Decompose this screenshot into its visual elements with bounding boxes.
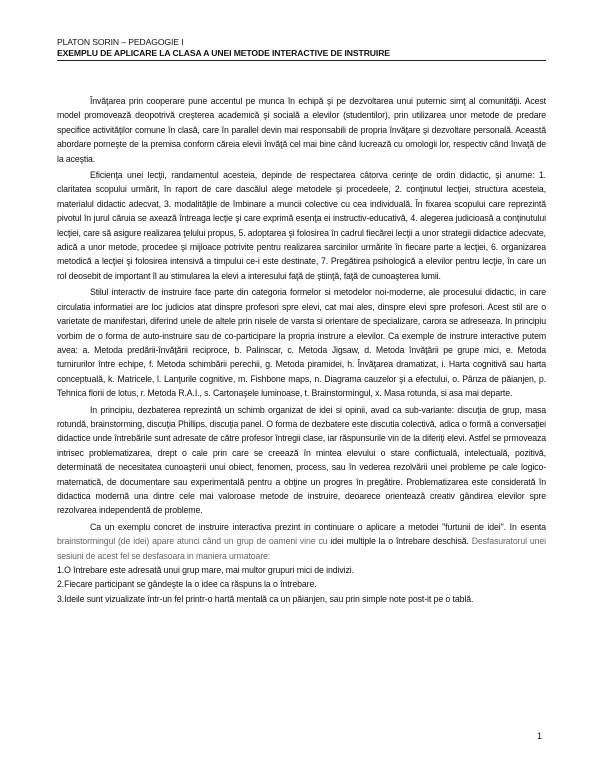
list-item-3: 3.Ideile sunt vizualizate într-un fel printr-o hartă mentală ca un păianjen, sau prin simple note post-it pe o tablă.	[57, 593, 474, 604]
brainstorming-intro: Ca un exemplu concret de instruire interactiva prezint in continuare o aplicare a metodei "furtunii de idei". In esenta	[90, 521, 546, 532]
list-item-1: 1.O întrebare este adresată unui grup mare, mai multor grupuri mici de indivizi.	[57, 565, 354, 575]
paragraph-cooperative-learning: Învăţarea prin cooperare pune accentul pe munca în echipă şi pe dezvoltarea unui puternic simţ al comunităţii. Acest model promovează deopotrivă creşterea academică şi socială a elevilor (studentilor), prin utilizarea unor metode de predare specifice activităţilor comune în clasă, care în parallel devin mai responsabili de propria învăţare şi dezvoltare personală. Această abordare porneşte de la premisa conform căreia elevii învăţă cel mai bine când lucrează cu omologii lor, respectiv când învaţă de la aceştia.	[57, 96, 546, 164]
page-header	[57, 37, 557, 59]
paragraph-interactive-style: Stilul interactiv de instruire face parte din categoria formelor si metodelor noi-moderne, ale procesului didactic, in care circulatia informatiei are loc judicios atat dinspre profesori spre elevi, cat mai ales, dinspre elevi spre profesori. Acest stil are o varietate de manifestari, diferind unele de altele prin nisele de varsta si orientare de specializare, carora se adreseaza. In principiu vorbim de o forma de auto-instruire sau de co-participare la propria instrure a elevilor. Ca exemple de instrure interactive putem avea: a. Metoda predării-învăţării reciproce, b. Palinscar, c. Metoda Jigsaw, d. Metoda învăţării pe grupe mici, e. Metoda turnirurilor între echipe, f. Metoda schimbării perechii, g. Metoda piramidei, h. Învăţarea dramatizat, i. Harta cognitivă sau harta conceptuală, k. Matricele, l. Lanţurile cognitive, m. Fishbone maps, n. Diagrama cauzelor şi a efectului, o. Pânza de păianjen, p. Tehnica florii de lotus, r. Metoda R.A.I., s. Cartonaşele luminoase, t. Brainstormingul, x. Masa rotunda, si asa mai departe.	[57, 287, 546, 399]
author-line: PLATON SORIN – PEDAGOGIE I	[57, 37, 184, 47]
brainstorming-question: idei multiple la o întrebare deschisă.	[330, 536, 472, 547]
paragraph-lesson-efficiency: Eficienţa unei lecţii, randamentul acesteia, depinde de respectarea câtorva cerinţe de ordin didactic, şi anume: 1. claritatea scopului urmărit, în raport de care dascălul alege metodele şi procedeele, 2. conţinutul lecţiei, structura acesteia, materialul didactic adecvat, 3. modalităţile de îmbinare a muncii colective cu cea individuală. În fixarea scopului care reprezintă pivotul în jurul căruia se axează întreaga lecţie şi care exprimă esenţa ei instructiv-educativă, 4. alegerea judicioasă a conţinutului lecţiei, care să asigure realizarea ţelului propus, 5. adoptarea şi folosirea în cadrul fiecărei lecţii a unor strategii didactice adecvate, adică a unor metode, procedee şi mijloace potrivite pentru realizarea sarcinilor urmărite în fiecare parte a lecţiei, 6. organizarea metodică a lecţiei şi folosirea intensivă a timpului ce-i este destinate, 7. Pregătirea psihologică a elevilor pentru lecţie, în care un rol deosebit de important îl au stimularea la elevi a interesului faţă de ştiinţă, faţă de cunoaşterea lumii.	[57, 170, 546, 281]
document-title: EXEMPLU DE APLICARE LA CLASA A UNEI METODE INTERACTIVE DE INSTRUIRE	[57, 48, 390, 58]
paragraph-debate: In principiu, dezbaterea reprezintă un schimb organizat de idei si opinii, avad ca sub-variante: discuţia de grup, masa rotundă, brainstorming, discuţia Phillips, discuţia panel. O forma de dezbatere este discutia colectivă, adica o formă a conversaţiei didactice unde întrebările sunt adresate de către profesor întregii clase, iar răspunsurile vin de la diferiţi elevi. Astfel se prmoveaza intrisec problematizarea, drept o cale prin care se creează în mintea elevului o stare conflictuală, intelectuală, pozitivă, determinată de necesitatea cunoaşterii unui obiect, fenomen, process, sau în vederea rezolvării unei probleme pe cale logico-matematică, de documentare sau experimentală pentru a obţine un progres în pregătire. Problematizarea este considerată în didactica modernă una dintre cele mai valoroase metode de instruire, deoarece orientează creativ gândirea elevilor spre rezolvarea independentă de probleme.	[57, 404, 546, 516]
paragraph-brainstorming-example	[57, 520, 546, 563]
document-body	[57, 94, 546, 606]
brainstorming-definition: brainstormingul (de idei) apare atunci când un grup de oameni vine cu	[57, 536, 331, 547]
page-number: 1	[537, 731, 543, 741]
list-item-2: 2.Fiecare participant se gândeşte la o idee ca răspuns la o întrebare.	[57, 579, 317, 590]
brainstorming-steps-intro: Desfasuratorul unei sesiuni de acest fel se desfasoara in maniera urmatoare:	[57, 536, 546, 561]
header-rule	[57, 60, 546, 61]
